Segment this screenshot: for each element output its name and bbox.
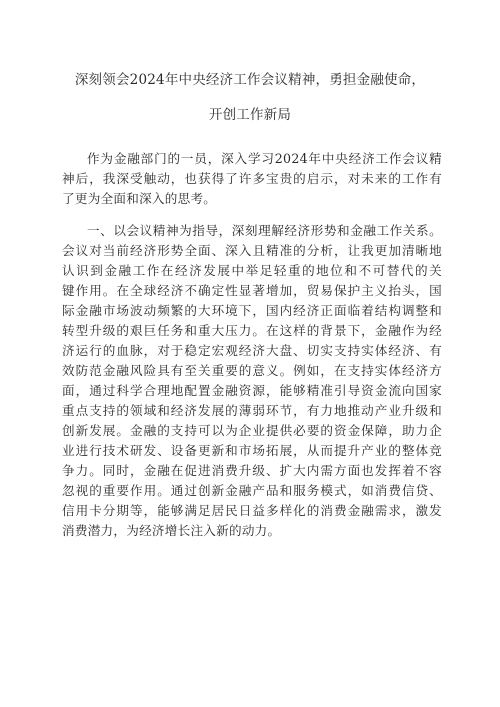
text-line: 争力。同时，金融在促进消费升级、扩大内需方面也发挥着不容 (62, 463, 442, 478)
text-line: 作为金融部门的一员，深入学习2024年中央经济工作会议精 (87, 151, 442, 166)
paragraph-intro (62, 149, 442, 209)
paragraph-section-one (62, 221, 442, 541)
text-line: 济运行的血脉，对于稳定宏观经济大盘、切实支持实体经济、有 (62, 343, 442, 358)
text-line: 忽视的重要作用。通过创新金融产品和服务模式，如消费信贷、 (62, 483, 442, 498)
text-line: 信用卡分期等，能够满足居民日益多样化的消费金融需求，激发 (62, 503, 442, 518)
text-line: 际金融市场波动频繁的大环境下，国内经济正面临着结构调整和 (62, 303, 442, 318)
text-line: 业进行技术研发、设备更新和市场拓展，从而提升产业的整体竞 (62, 443, 442, 458)
text-line: 一、以会议精神为指导，深刻理解经济形势和金融工作关系。 (87, 223, 442, 238)
text-line: 转型升级的艰巨任务和重大压力。在这样的背景下，金融作为经 (62, 323, 442, 338)
document-title-line-1: 深刻领会2024年中央经济工作会议精神，勇担金融使命， (74, 72, 426, 88)
text-line: 会议对当前经济形势全面、深入且精准的分析，让我更加清晰地 (62, 243, 442, 258)
text-line: 效防范金融风险具有至关重要的意义。例如，在支持实体经济方 (62, 363, 442, 378)
text-line: 重点支持的领域和经济发展的薄弱环节，有力地推动产业升级和 (62, 403, 442, 418)
text-line: 键作用。在全球经济不确定性显著增加，贸易保护主义抬头，国 (62, 283, 442, 298)
text-line: 创新发展。金融的支持可以为企业提供必要的资金保障，助力企 (62, 423, 442, 438)
text-line: 神后，我深受触动，也获得了许多宝贵的启示，对未来的工作有 (62, 171, 442, 186)
text-line: 了更为全面和深入的思考。 (62, 191, 217, 206)
document-title-line-2: 开创工作新局 (208, 107, 292, 123)
text-line: 消费潜力，为经济增长注入新的动力。 (62, 523, 281, 538)
text-line: 认识到金融工作在经济发展中举足轻重的地位和不可替代的关 (62, 263, 442, 278)
text-line: 面，通过科学合理地配置金融资源，能够精准引导资金流向国家 (62, 383, 442, 398)
